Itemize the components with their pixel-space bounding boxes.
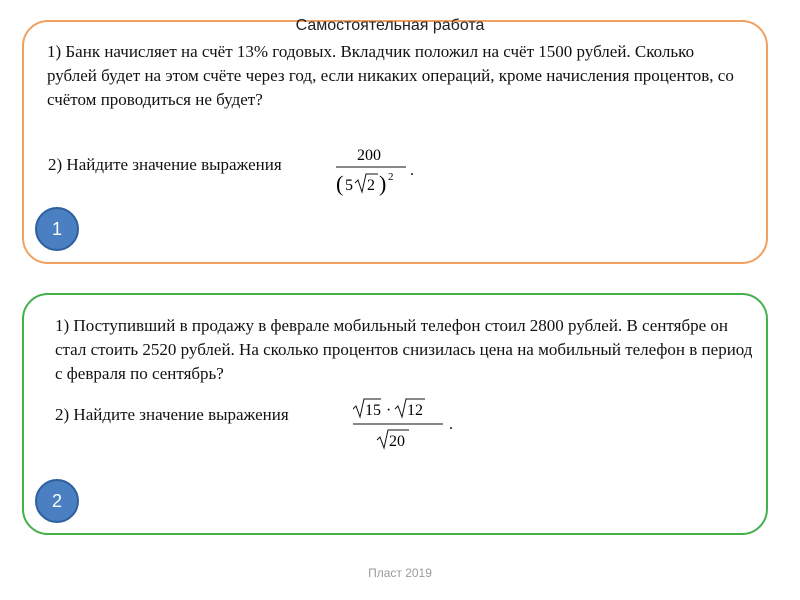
expr1-radicand: 2: [367, 177, 375, 194]
expr2-dot: ·: [386, 402, 392, 419]
badge-2[interactable]: 2: [35, 479, 79, 523]
card1-problem2: 2) Найдите значение выражения: [48, 155, 282, 174]
card2-problem2: 2) Найдите значение выражения: [55, 405, 289, 424]
badge-1[interactable]: 1: [35, 207, 79, 251]
expr1-close-paren: ): [379, 171, 387, 196]
expr2-rad1: 15: [365, 402, 381, 419]
expr1-open-paren: (: [336, 171, 344, 196]
expr1-period: .: [410, 162, 414, 179]
expr2-period: .: [449, 416, 453, 433]
expr1-coef: 5: [345, 177, 353, 194]
card2-expression: [353, 397, 473, 457]
expr1-numerator: 200: [357, 147, 381, 164]
expr2-rad3: 20: [389, 433, 405, 450]
expr1-power: 2: [388, 171, 394, 183]
footer-caption: Пласт 2019: [368, 566, 432, 580]
card2-problem1: 1) Поступивший в продажу в феврале мобильный телефон стоил 2800 рублей. В сентябре он стал стоить 2520 рублей. На сколько процентов снизилась цена на мобильный телефон в период с февраля по сентябрь?: [55, 316, 753, 383]
card1-problem1: 1) Банк начисляет на счёт 13% годовых. Вкладчик положил на счёт 1500 рублей. Сколько рублей будет на этом счёте через год, если никаких операций, кроме начисления процентов, со счётом проводиться не будет?: [47, 42, 734, 109]
card1-expression: [336, 143, 436, 207]
page-title: Самостоятельная работа: [295, 17, 485, 34]
expr2-rad2: 12: [407, 402, 423, 419]
